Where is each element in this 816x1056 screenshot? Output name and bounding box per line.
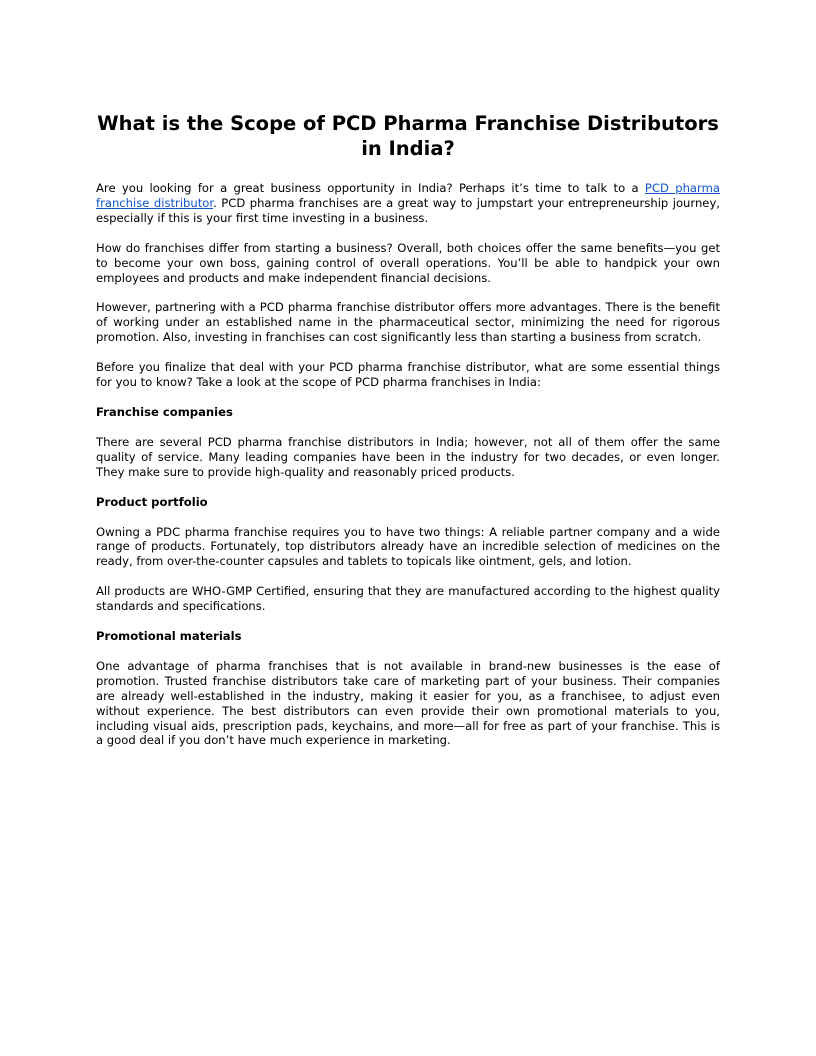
intro-text-start: Are you looking for a great business opportunity in India? Perhaps it’s time to talk to a: [96, 181, 645, 195]
body-paragraph: How do franchises differ from starting a business? Overall, both choices offer the same benefits—you get to become your own boss, gaining control of overall operations. You’ll be able to handpick your own employees and products and make independent financial decisions.: [96, 240, 720, 285]
section-paragraph: One advantage of pharma franchises that is not available in brand-new businesses is the ease of promotion. Trusted franchise distributors take care of marketing part of your business. Their companies are already well-established in the industry, making it easier for you, as a franchisee, to adjust even without experience. The best distributors can even provide their own promotional materials to you, including visual aids, prescription pads, keychains, and more—all for free as part of your franchise. This is a good deal if you don’t have much experience in marketing.: [96, 658, 720, 748]
section-paragraph: Owning a PDC pharma franchise requires you to have two things: A reliable partner company and a wide range of products. Fortunately, top distributors already have an incredible selection of medicines on the ready, from over-the-counter capsules and tablets to topicals like ointment, gels, and lotion.: [96, 524, 720, 569]
section-heading-product-portfolio: Product portfolio: [96, 494, 208, 509]
document-page: [96, 111, 720, 763]
section-paragraph: There are several PCD pharma franchise distributors in India; however, not all of them offer the same quality of service. Many leading companies have been in the industry for two decades, or even longer. They make sure to provide high-quality and reasonably priced products.: [96, 434, 720, 479]
body-paragraph: Before you finalize that deal with your PCD pharma franchise distributor, what are some essential things for you to know? Take a look at the scope of PCD pharma franchises in India:: [96, 360, 720, 390]
page-title: What is the Scope of PCD Pharma Franchise Distributors in India?: [97, 112, 719, 160]
body-paragraph: However, partnering with a PCD pharma franchise distributor offers more advantages. There is the benefit of working under an established name in the pharmaceutical sector, minimizing the need for rigorous promotion. Also, investing in franchises can cost significantly less than starting a business from scratch.: [96, 300, 720, 345]
section-paragraph: All products are WHO-GMP Certified, ensuring that they are manufactured according to the highest quality standards and specifications.: [96, 584, 720, 614]
intro-paragraph: [96, 181, 720, 226]
section-heading-promotional-materials: Promotional materials: [96, 629, 242, 644]
intro-text-end: . PCD pharma franchises are a great way to jumpstart your entrepreneurship journey, especially if this is your first time investing in a business.: [96, 195, 720, 225]
pcd-distributor-link[interactable]: PCD pharma franchise distributor: [96, 181, 720, 210]
section-heading-franchise-companies: Franchise companies: [96, 404, 233, 419]
